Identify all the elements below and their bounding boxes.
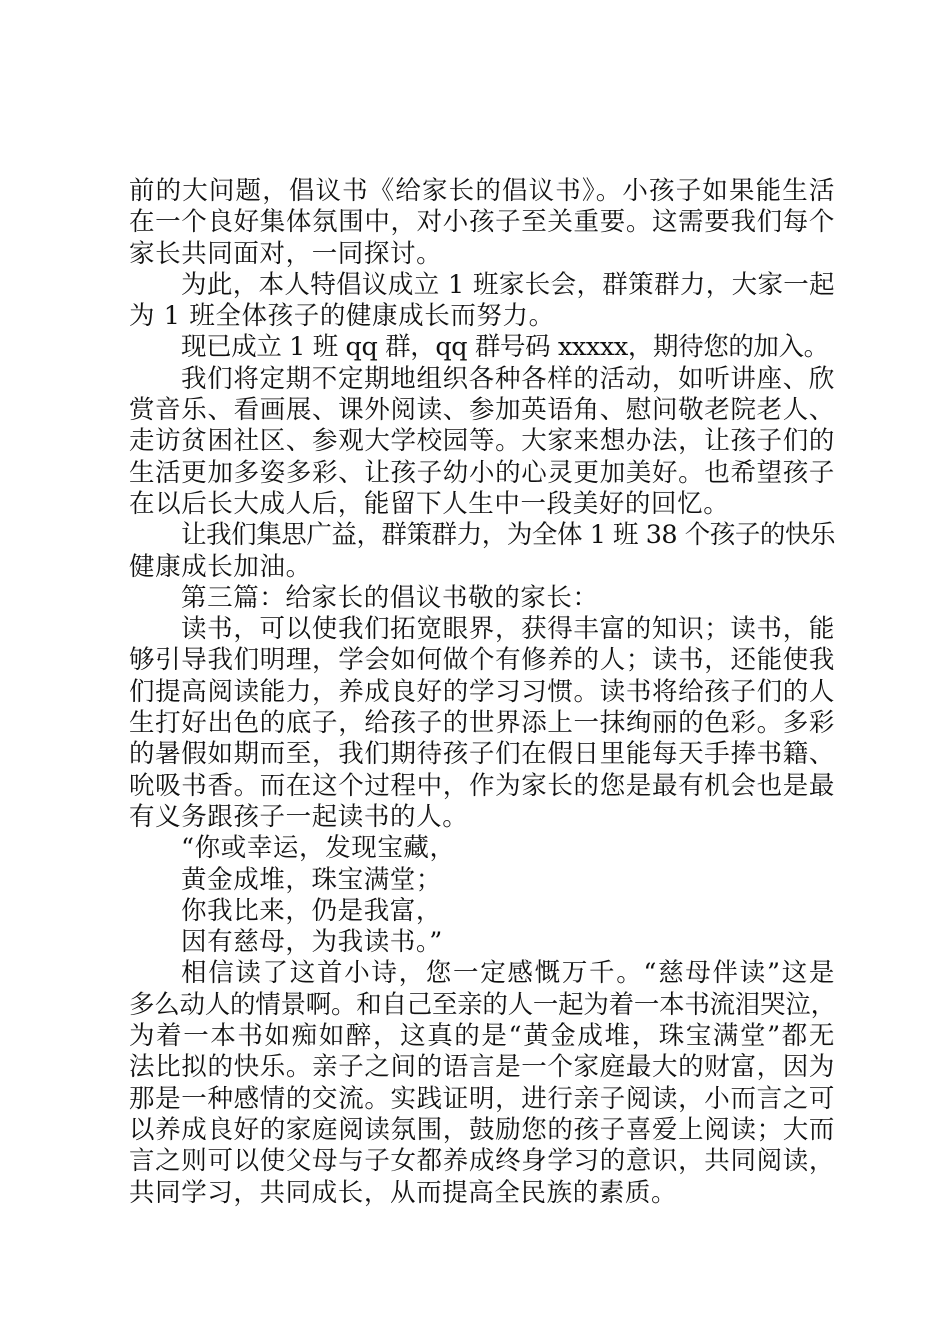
text-line: 多么动人的情景啊。和自己至亲的人一起为着一本书流泪哭泣， [129,989,836,1020]
text-line: 为 1 班全体孩子的健康成长而努力。 [129,301,555,332]
section-heading: 第三篇：给家长的倡议书敬的家长： [181,582,599,613]
text-line: 们提高阅读能力，养成良好的学习习惯。读书将给孩子们的人 [129,676,835,707]
poem-line: 你我比来，仍是我富， [181,895,443,926]
text-line: 生打好出色的底子，给孩子的世界添上一抹绚丽的色彩。多彩 [129,708,835,739]
text-line: 赏音乐、看画展、课外阅读、参加英语角、慰问敬老院老人、 [129,395,835,426]
text-line: 家长共同面对，一同探讨。 [129,238,443,269]
text-line: 前的大问题，倡议书《给家长的倡议书》。小孩子如果能生活 [129,176,835,206]
text-line: 健康成长加油。 [129,551,312,582]
poem-line: “你或幸运，发现宝藏， [181,833,456,864]
text-line: 生活更加多姿多彩、让孩子幼小的心灵更加美好。也希望孩子 [129,457,835,488]
text-line: 言之则可以使父母与子女都养成终身学习的意识，共同阅读， [129,1146,835,1177]
text-line: 的暑假如期而至，我们期待孩子们在假日里能每天手捧书籍、 [129,739,835,770]
text-line: 我们将定期不定期地组织各种各样的活动，如听讲座、欣 [181,363,835,394]
text-line: 共同学习，共同成长，从而提高全民族的素质。 [129,1177,678,1208]
text-line: 相信读了这首小诗，您一定感慨万千。“慈母伴读”这是 [181,958,835,989]
text-line: 够引导我们明理，学会如何做个有修养的人；读书，还能使我 [129,645,835,676]
text-line: 现已成立 1 班 qq 群，qq 群号码 xxxxx，期待您的加入。 [181,332,829,363]
poem-line: 因有慈母，为我读书。” [181,927,443,958]
text-line: 有义务跟孩子一起读书的人。 [129,801,469,832]
text-line: 走访贫困社区、参观大学校园等。大家来想办法，让孩子们的 [129,426,835,457]
text-line: 在一个良好集体氛围中，对小孩子至关重要。这需要我们每个 [129,207,835,238]
text-line: 为着一本书如痴如醉，这真的是“黄金成堆，珠宝满堂”都无 [129,1021,835,1052]
text-line: 为此，本人特倡议成立 1 班家长会，群策群力，大家一起 [181,269,835,300]
text-line: 法比拟的快乐。亲子之间的语言是一个家庭最大的财富，因为 [129,1052,835,1083]
text-line: 那是一种感情的交流。实践证明，进行亲子阅读，小而言之可 [129,1083,835,1114]
text-line: 吮吸书香。而在这个过程中，作为家长的您是最有机会也是最 [129,770,835,801]
text-line: 让我们集思广益，群策群力，为全体 1 班 38 个孩子的快乐 [181,520,835,551]
text-line: 读书，可以使我们拓宽眼界，获得丰富的知识；读书，能 [181,614,835,645]
text-line: 以养成良好的家庭阅读氛围，鼓励您的孩子喜爱上阅读；大而 [129,1114,835,1145]
poem-line: 黄金成堆，珠宝满堂； [181,864,443,895]
text-line: 在以后长大成人后，能留下人生中一段美好的回忆。 [129,488,730,519]
document-body [129,176,835,1209]
